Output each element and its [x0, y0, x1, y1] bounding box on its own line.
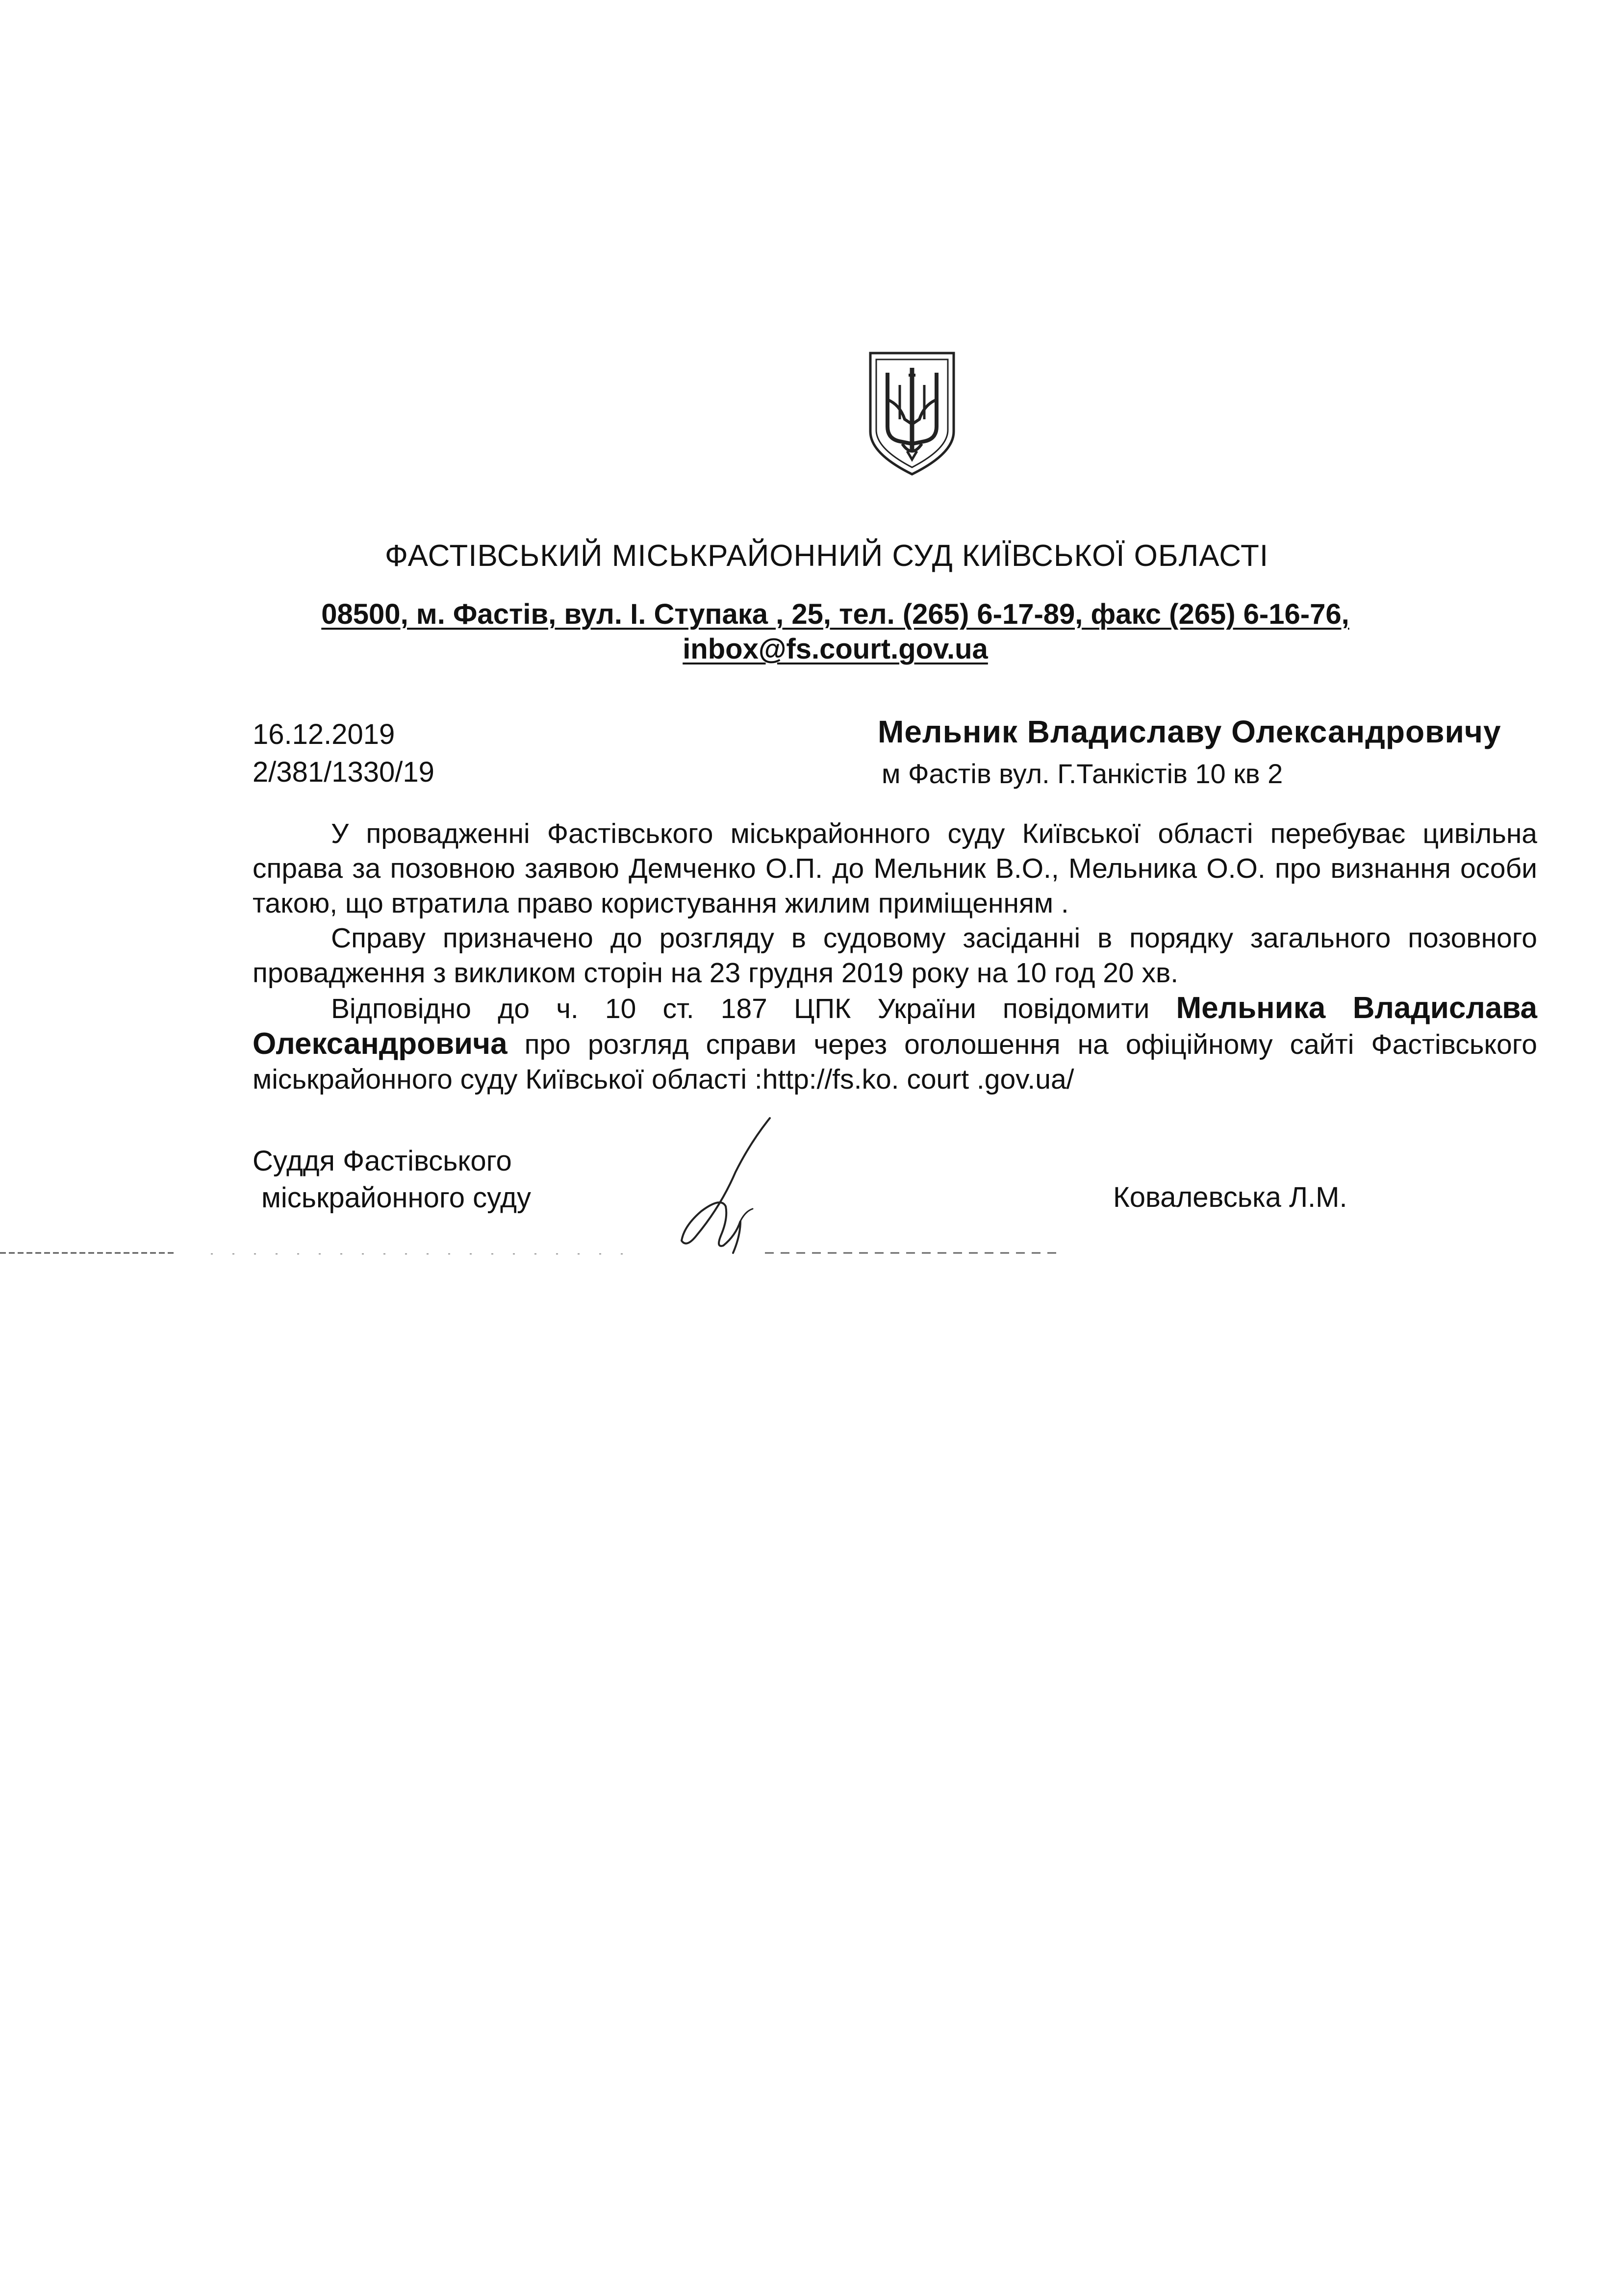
addressee-block — [878, 714, 1530, 790]
judge-name: Ковалевська Л.М. — [1113, 1181, 1347, 1213]
body-paragraph-3-end: про розгляд справи через оголошення на офіційному сайті Фастівського міськрайонного суду Київської області :http://fs.ko. court .gov.ua/ — [253, 1029, 1537, 1095]
judge-position-line-1: Суддя Фастівського — [253, 1145, 512, 1177]
body-paragraph-3-start: Відповідно до ч. 10 ст. 187 ЦПК України повідомити — [331, 993, 1176, 1024]
case-number: 2/381/1330/19 — [253, 756, 434, 788]
court-title: ФАСТІВСЬКИЙ МІСЬКРАЙОННИЙ СУД КИЇВСЬКОЇ ОБЛАСТІ — [384, 539, 1269, 573]
court-address-line: 08500, м. Фастів, вул. І. Ступака , 25, тел. (265) 6-17-89, факс (265) 6-16-76, — [321, 598, 1349, 630]
judge-position-line-2: міськрайонного суду — [261, 1182, 532, 1214]
trident-emblem-icon — [861, 346, 964, 478]
document-date: 16.12.2019 — [253, 718, 395, 750]
court-address — [0, 597, 1624, 667]
addressee-name: Мельник Владиславу Олександровичу — [878, 714, 1501, 749]
body-paragraph-2: Справу призначено до розгляду в судовому засіданні в порядку загального позовного провадження з викликом сторін на 23 грудня 2019 року на 10 год 20 хв. — [253, 922, 1537, 989]
notice-body — [253, 816, 1537, 1097]
body-paragraph-3 — [253, 991, 1537, 1097]
court-email: inbox@fs.court.gov.ua — [683, 633, 988, 665]
body-paragraph-1: У провадженні Фастівського міськрайонного суду Київської області перебуває цивільна справа за позовною заявою Демченко О.П. до Мельник В.О., Мельника О.О. про визнання особи такою, що втратила право користування жилим приміщенням . — [253, 818, 1537, 919]
notified-person-name: Мельника Владислава Олександровича — [253, 991, 1538, 1061]
scan-artifact-line — [0, 1248, 1059, 1258]
handwritten-signature — [667, 1113, 794, 1260]
addressee-address: м Фастів вул. Г.Танкістів 10 кв 2 — [882, 758, 1283, 789]
document-meta — [253, 717, 434, 792]
judge-position — [253, 1143, 531, 1217]
